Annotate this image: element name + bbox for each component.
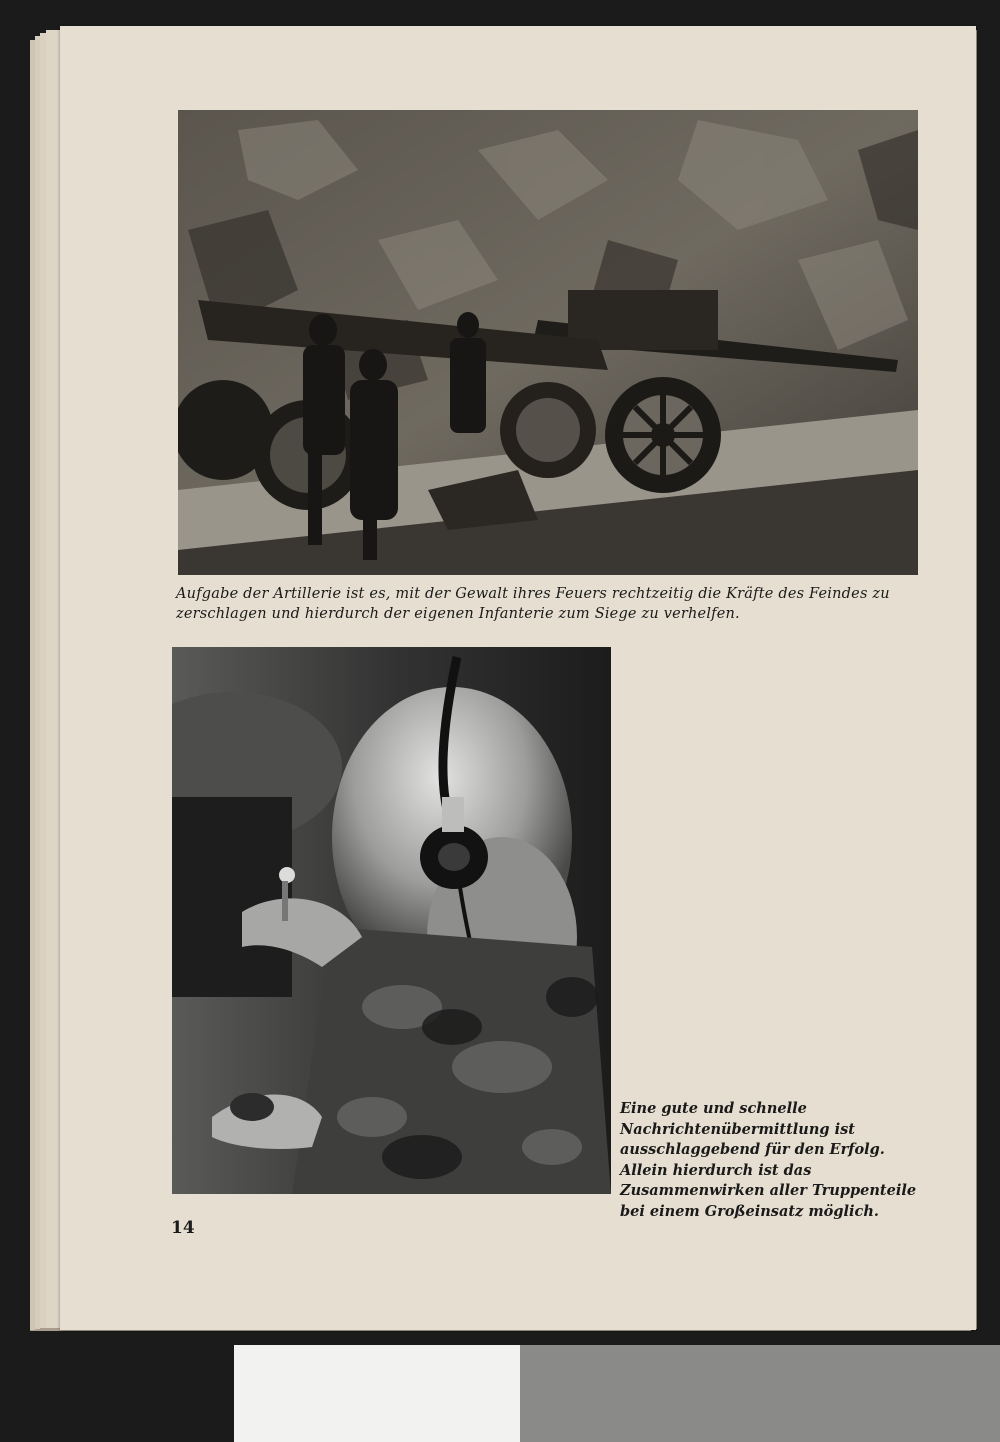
artillery-caption: Aufgabe der Artillerie ist es, mit der Gewalt ihres Feuers rechtzeitig die Kräfte des Feindes zu zerschlagen und hierdurch der eigenen Infanterie zum Siege zu verhelfen. <box>176 586 890 622</box>
calibration-strip-gray <box>520 1345 1000 1442</box>
page-number: 14 <box>171 1218 195 1238</box>
radio-caption: Eine gute und schnelle Nachrichtenübermittlung ist ausschlaggebend für den Erfolg. Allein hierdurch ist das Zusammenwirken aller Truppenteile bei einem Großeinsatz möglich. <box>620 1100 917 1220</box>
artillery-photo <box>178 110 918 575</box>
calibration-strip-white <box>234 1345 520 1442</box>
radio-operator-photo <box>172 647 611 1194</box>
